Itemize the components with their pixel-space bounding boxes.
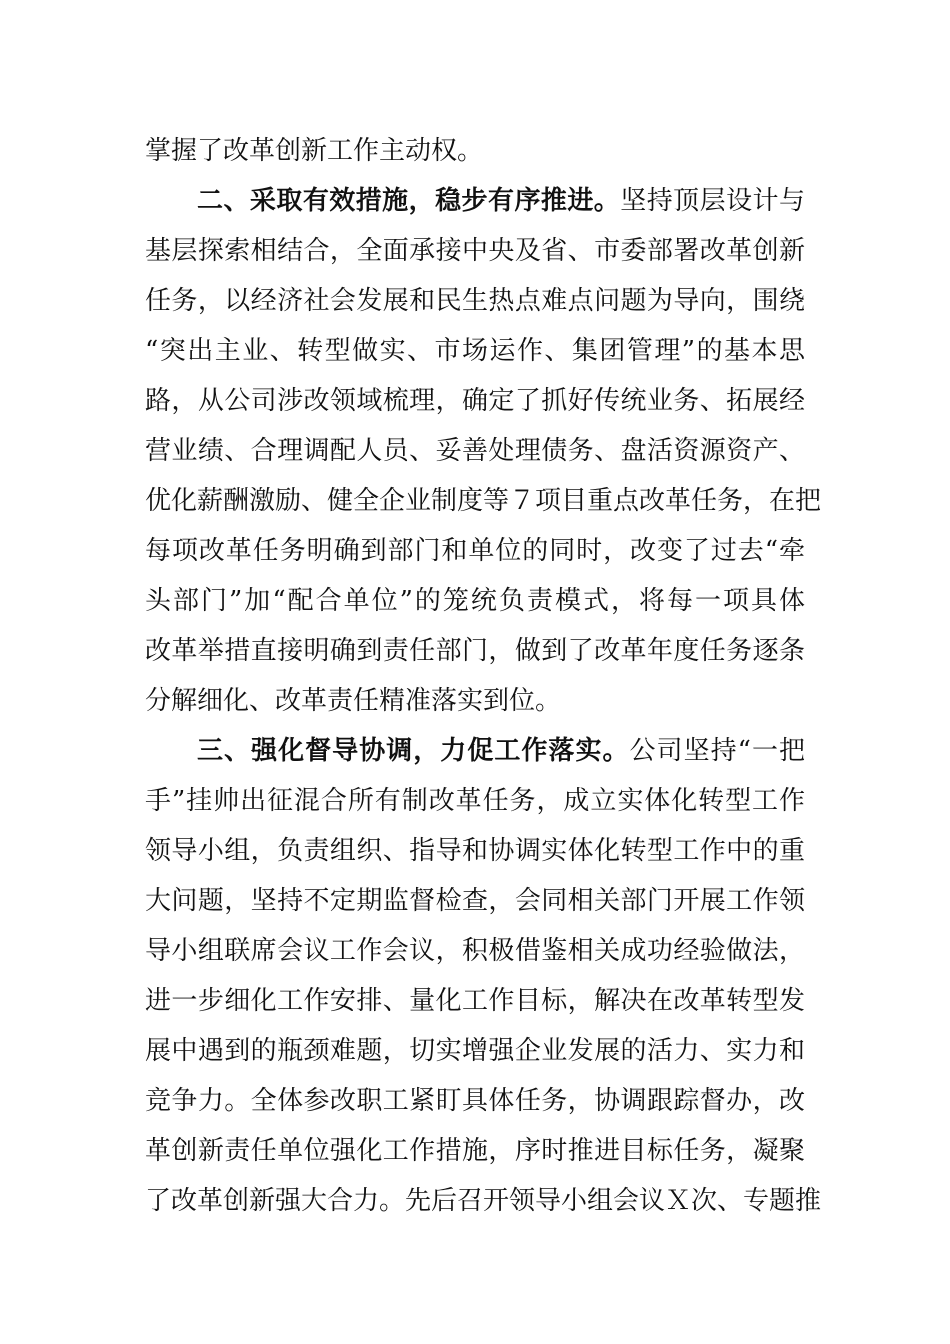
- paragraph-line: 改革举措直接明确到责任部门，做到了改革年度任务逐条: [145, 636, 805, 666]
- paragraph-line: 进一步细化工作安排、量化工作目标，解决在改革转型发: [145, 986, 805, 1016]
- paragraph-text: 公司坚持“一把: [629, 736, 805, 766]
- paragraph-line: 大问题，坚持不定期监督检查，会同相关部门开展工作领: [145, 886, 805, 916]
- paragraph-line: 导小组联席会议工作会议，积极借鉴相关成功经验做法，: [145, 936, 805, 966]
- section-heading-3: 三、强化督导协调，力促工作落实。: [197, 736, 630, 766]
- paragraph-line: “突出主业、转型做实、市场运作、集团管理”的基本思: [145, 336, 805, 366]
- paragraph-line: 了改革创新强大合力。先后召开领导小组会议Ｘ次、专题推: [145, 1186, 822, 1216]
- section-heading-2: 二、采取有效措施，稳步有序推进。: [197, 186, 621, 216]
- paragraph-line: 展中遇到的瓶颈难题，切实增强企业发展的活力、实力和: [145, 1036, 805, 1066]
- paragraph-line: 任务，以经济社会发展和民生热点难点问题为导向，围绕: [145, 286, 805, 316]
- paragraph-line: 分解细化、改革责任精准落实到位。: [145, 686, 562, 716]
- paragraph-line: 优化薪酬激励、健全企业制度等７项目重点改革任务，在把: [145, 486, 822, 516]
- paragraph-line: 基层探索相结合，全面承接中央及省、市委部署改革创新: [145, 236, 805, 266]
- paragraph-line: 每项改革任务明确到部门和单位的同时，改变了过去“牵: [145, 536, 805, 566]
- paragraph-line: 革创新责任单位强化工作措施，序时推进目标任务，凝聚: [145, 1136, 805, 1166]
- paragraph-line-section2-start: [197, 181, 805, 221]
- paragraph-line: 路，从公司涉改领域梳理，确定了抓好传统业务、拓展经: [145, 386, 805, 416]
- paragraph-line: 竞争力。全体参改职工紧盯具体任务，协调跟踪督办，改: [145, 1086, 805, 1116]
- paragraph-line: 掌握了改革创新工作主动权。: [145, 136, 484, 166]
- paragraph-line: 头部门”加“配合单位”的笼统负责模式，将每一项具体: [145, 586, 805, 616]
- paragraph-line: 领导小组，负责组织、指导和协调实体化转型工作中的重: [145, 836, 805, 866]
- paragraph-line-section3-start: [197, 731, 805, 771]
- paragraph-line: 手”挂帅出征混合所有制改革任务，成立实体化转型工作: [145, 786, 805, 816]
- paragraph-line: 营业绩、合理调配人员、妥善处理债务、盘活资源资产、: [145, 436, 805, 466]
- paragraph-text: 坚持顶层设计与: [620, 186, 805, 216]
